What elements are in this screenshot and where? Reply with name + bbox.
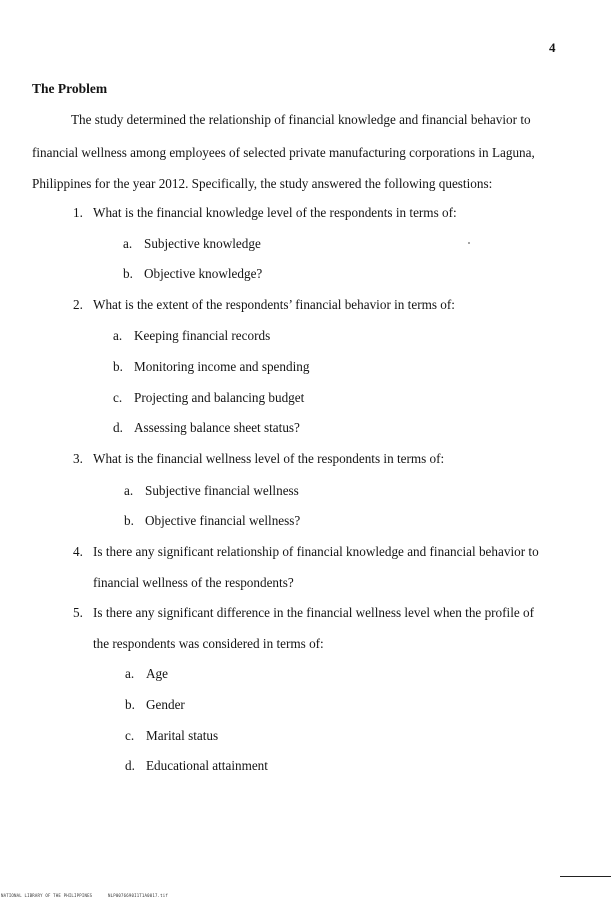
question-number: 2. [73,297,83,312]
sub-item-letter: c. [125,728,135,743]
question-text: What is the financial knowledge level of the respondents in terms of: [93,205,457,220]
question-number: 3. [73,451,83,466]
question-text: the respondents was considered in terms of: [93,636,324,651]
sub-item-letter: a. [124,483,134,498]
sub-item-text: Monitoring income and spending [134,359,310,374]
question-number: 1. [73,205,83,220]
sub-item-letter: d. [113,420,123,435]
page-number: 4 [549,40,556,55]
sub-item-letter: a. [113,328,123,343]
sub-item-text: Keeping financial records [134,328,271,343]
sub-item-text: Subjective financial wellness [145,483,299,498]
question-number: 5. [73,605,83,620]
sub-item-letter: b. [113,359,123,374]
sub-item-letter: d. [125,758,135,773]
footer-library: NATIONAL LIBRARY OF THE PHILIPPINES [1,893,93,898]
question-text: What is the extent of the respondents’ financial behavior in terms of: [93,297,455,312]
sub-item-letter: b. [125,697,135,712]
question-text: financial wellness of the respondents? [93,575,294,590]
sub-item-text: Objective knowledge? [144,266,263,281]
sub-item-text: Gender [146,697,185,712]
sub-item-letter: a. [125,666,135,681]
sub-item-text: Marital status [146,728,219,743]
question-text: What is the financial wellness level of the respondents in terms of: [93,451,445,466]
section-heading: The Problem [32,81,108,96]
question-text: Is there any significant relationship of financial knowledge and financial behavior to [93,544,539,559]
scan-dot [468,242,470,244]
intro-line: financial wellness among employees of selected private manufacturing corporations in Laguna, [32,145,535,160]
sub-item-letter: b. [123,266,133,281]
sub-item-text: Subjective knowledge [144,236,261,251]
intro-line: The study determined the relationship of financial knowledge and financial behavior to [71,112,531,127]
sub-item-letter: b. [124,513,134,528]
sub-item-text: Age [146,666,168,681]
sub-item-text: Projecting and balancing budget [134,390,305,405]
footer-filename: NLP0076690I1T1A0017.tif [108,893,168,898]
sub-item-text: Objective financial wellness? [145,513,301,528]
sub-item-letter: c. [113,390,123,405]
question-number: 4. [73,544,83,559]
question-text: Is there any significant difference in the financial wellness level when the profile of [93,605,535,620]
sub-item-text: Educational attainment [146,758,268,773]
scan-edge-line [560,876,611,877]
sub-item-text: Assessing balance sheet status? [134,420,300,435]
intro-line: Philippines for the year 2012. Specifically, the study answered the following questions: [32,176,493,191]
sub-item-letter: a. [123,236,133,251]
